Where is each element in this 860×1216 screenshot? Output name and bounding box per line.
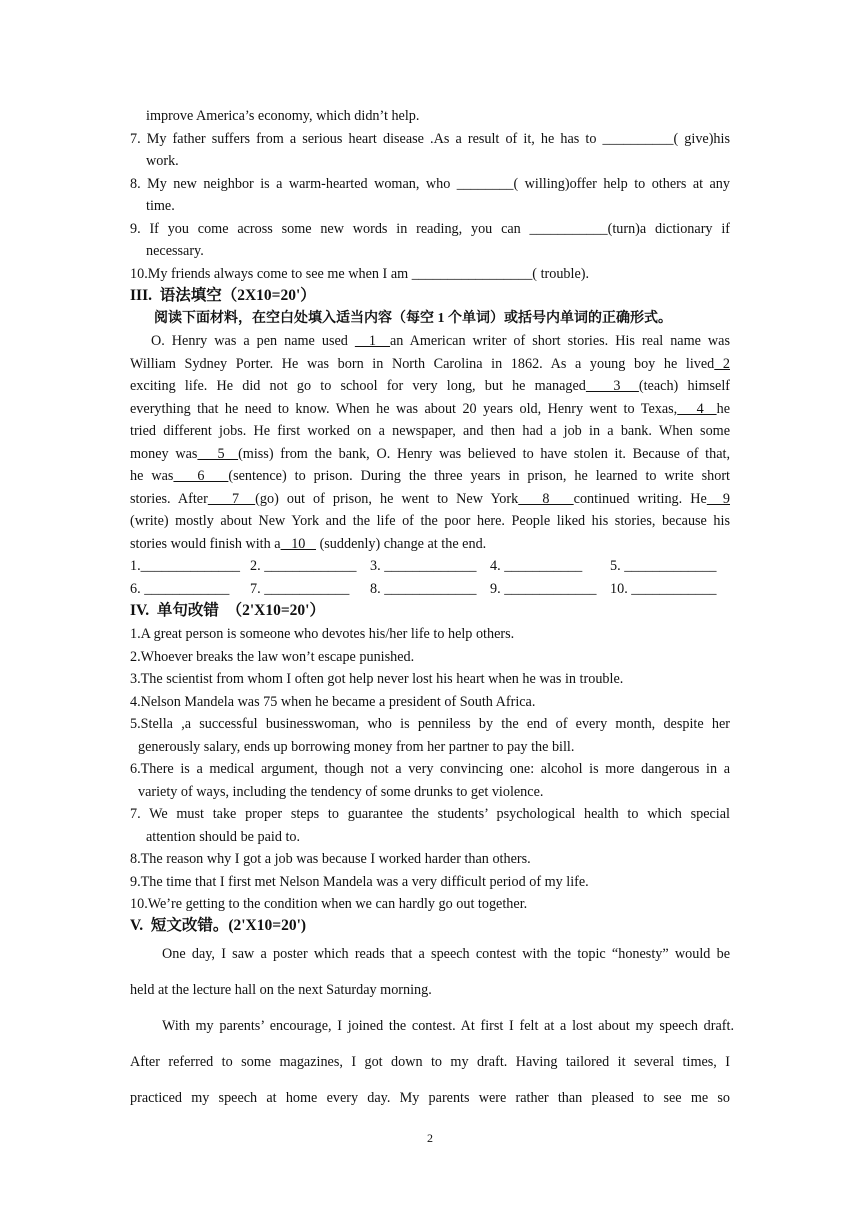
passage-line: everything that he need to know. When he was about 20 years old, Henry went to Texas, 4 he [130, 401, 730, 417]
text-line: improve America’s economy, which didn’t help. [146, 108, 420, 124]
sentence-6-cont: variety of ways, including the tendency of some drunks to get violence. [138, 784, 544, 800]
answer-row [130, 580, 730, 598]
sentence-5-cont: generously salary, ends up borrowing money from her partner to pay the bill. [138, 739, 575, 755]
section-3-instruction: 阅读下面材料，在空白处填入适当内容（每空 1 个单词）或括号内单词的正确形式。 [154, 311, 672, 326]
blank-3: 3 [585, 378, 639, 394]
passage-line: O. Henry was a pen name used 1 an American writer of short stories. His real name was [130, 333, 730, 349]
blank-10: 10 [280, 536, 317, 552]
section-5-heading: V. 短文改错。(2'X10=20') [130, 917, 307, 934]
sentence-3: 3.The scientist from whom I often got help never lost his heart when he was in trouble. [130, 671, 624, 687]
question-10: 10.My friends always come to see me when I am _________________( trouble). [130, 266, 590, 282]
question-7: 7. My father suffers from a serious heart disease .As a result of it, he has to __________( give)his [130, 131, 730, 147]
passage-line: money was 5 (miss) from the bank, O. Henry was believed to have stolen it. Because of that, [130, 446, 730, 462]
essay-line: held at the lecture hall on the next Saturday morning. [130, 982, 432, 998]
blank-6: 6 [173, 468, 229, 484]
sentence-4: 4.Nelson Mandela was 75 when he became a president of South Africa. [130, 694, 536, 710]
question-9: 9. If you come across some new words in reading, you can ___________(turn)a dictionary if [130, 221, 730, 237]
page-number: 2 [427, 1131, 433, 1145]
passage-line: tried different jobs. He first worked on a newspaper, and then had a job in a bank. When some [130, 423, 730, 439]
sentence-8: 8.The reason why I got a job was because I worked harder than others. [130, 851, 531, 867]
passage-line: stories would finish with a 10 (suddenly) change at the end. [130, 536, 487, 552]
sentence-5: 5.Stella ,a successful businesswoman, who is penniless by the end of every month, despite her [130, 716, 730, 732]
sentence-6: 6.There is a medical argument, though not a very convincing one: alcohol is more dangerous in a [130, 761, 730, 777]
answer-blank-1: 1.______________ [130, 558, 240, 574]
passage-line: exciting life. He did not go to school for very long, but he managed 3 (teach) himself [130, 378, 730, 394]
section-4-heading: IV. 单句改错 （2'X10=20'） [130, 602, 325, 619]
answer-blank-4: 4. ___________ [490, 558, 583, 574]
text-line: time. [146, 198, 175, 214]
answer-blank-7: 7. ____________ [250, 581, 350, 597]
question-8: 8. My new neighbor is a warm-hearted woman, who ________( willing)offer help to others at any [130, 176, 730, 192]
answer-blank-8: 8. _____________ [370, 581, 477, 597]
passage-line: (write) mostly about New York and the life of the poor here. People liked his stories, because his [130, 513, 730, 529]
sentence-2: 2.Whoever breaks the law won’t escape punished. [130, 649, 415, 665]
blank-9: 9 [706, 491, 730, 507]
essay-line: With my parents’ encourage, I joined the contest. At first I felt at a lost about my speech draft. [162, 1018, 734, 1034]
blank-4: 4 [677, 401, 717, 417]
answer-blank-9: 9. _____________ [490, 581, 597, 597]
answer-blank-6: 6. ____________ [130, 581, 230, 597]
essay-line: After referred to some magazines, I got down to my draft. Having tailored it several times, I [130, 1054, 730, 1070]
section-3-heading: III. 语法填空（2X10=20'） [130, 287, 316, 304]
answer-blank-10: 10. ____________ [610, 581, 717, 597]
answer-blank-5: 5. _____________ [610, 558, 717, 574]
passage-line: he was 6 (sentence) to prison. During the three years in prison, he learned to write short [130, 468, 730, 484]
essay-line: practiced my speech at home every day. My parents were rather than pleased to see me so [130, 1090, 730, 1106]
sentence-7-cont: attention should be paid to. [146, 829, 301, 845]
answer-row [130, 557, 730, 575]
blank-8: 8 [518, 491, 574, 507]
essay-line: One day, I saw a poster which reads that a speech contest with the topic “honesty” would be [162, 946, 730, 962]
blank-5: 5 [197, 446, 239, 462]
sentence-1: 1.A great person is someone who devotes his/her life to help others. [130, 626, 515, 642]
blank-2: 2 [714, 356, 730, 372]
answer-blank-2: 2. _____________ [250, 558, 357, 574]
blank-1: 1 [354, 333, 390, 349]
blank-7: 7 [207, 491, 256, 507]
answer-blank-3: 3. _____________ [370, 558, 477, 574]
passage-line: William Sydney Porter. He was born in North Carolina in 1862. As a young boy he lived 2 [130, 356, 730, 372]
sentence-7: 7. We must take proper steps to guarantee the students’ psychological health to which special [130, 806, 730, 822]
sentence-9: 9.The time that I first met Nelson Mandela was a very difficult period of my life. [130, 874, 589, 890]
text-line: work. [146, 153, 179, 169]
sentence-10: 10.We’re getting to the condition when we can hardly go out together. [130, 896, 528, 912]
passage-line: stories. After 7 (go) out of prison, he went to New York 8 continued writing. He 9 [130, 491, 730, 507]
text-line: necessary. [146, 243, 204, 259]
